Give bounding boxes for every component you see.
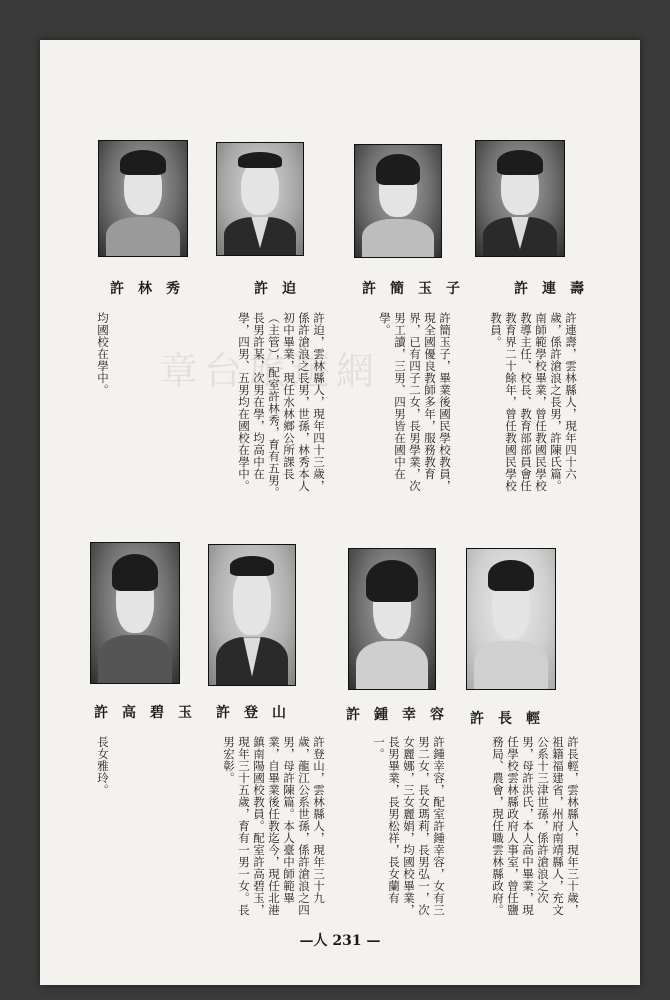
portrait-photo [354, 144, 442, 258]
person-name: 許林秀 [110, 281, 194, 297]
document-page [40, 40, 640, 985]
person-name: 許迫 [254, 281, 310, 297]
portrait-photo [466, 548, 556, 690]
person-bio: 許簡玉子，畢業後國民學校教員，現全國優良教師多年，服務教育界，已有四子二女，長男學業，次男工讀，三男、四男皆在國中在學。 [378, 312, 452, 492]
person-name: 許登山 [216, 705, 300, 721]
page-number: —人 231 — [299, 933, 381, 949]
person-bio: 許連壽，雲林縣人，現年四十六歲，係許滄浪之長男，許陳氏篇。南師範學校畢業，曾任教國民學校教導主任、校長、教育部部員會任教育界二十餘年，曾任教國民學校教員。 [489, 312, 578, 492]
person-name: 許長輕 [470, 711, 554, 727]
portrait-photo [90, 542, 180, 684]
person-name: 許連壽 [514, 281, 598, 297]
person-name: 許簡玉子 [362, 281, 474, 297]
person-name: 許鍾幸容 [346, 707, 458, 723]
person-name: 許高碧玉 [94, 705, 206, 721]
person-bio: 許鍾幸容，配室許鍾幸容，女有三男二女，長女瑪莉，長男弘一，次女麗娜，三女麗娟，均國校畢業，長男畢業，長男松祥，長女蘭有一。 [372, 736, 446, 916]
portrait-photo [208, 544, 296, 686]
portrait-photo [348, 548, 436, 690]
person-bio: 許迫，雲林縣人，現年四十三歲，係許滄浪之長男，世孫，林秀本人初中畢業，現任水林鄉公所課長（主管），配室許林秀，育有五男。長男許某，次男在學，均高中在學，四男、五男均在國校在學中。 [237, 312, 326, 499]
watermark: 章台旅遊網 [160, 349, 381, 393]
person-bio: 均國校在學中。 [96, 312, 110, 396]
portrait-photo [216, 142, 304, 256]
person-bio: 許登山，雲林縣人，現年三十九歲，龍江公系世孫，係許滄浪之四男，母許陳篇。本人臺中師範畢業，自畢業後任教迄今，現任北港鎮南陽國校教員。配室許高碧玉，現年三十五歲，育有一男一女。長男宏彰。 [222, 736, 326, 916]
portrait-photo [98, 140, 188, 257]
person-bio: 長女雅玲。 [96, 736, 110, 796]
person-bio: 許長輕，雲林縣人，現年三十歲，祖籍福建省，州府南靖縣人，充文公系十三津世孫，係許滄浪之次男，母許洪氏，本人高中畢業，現任學校雲林縣政府人事室，曾任鹽務局、農會，現任職雲林縣政府。 [491, 736, 580, 916]
portrait-photo [475, 140, 565, 257]
